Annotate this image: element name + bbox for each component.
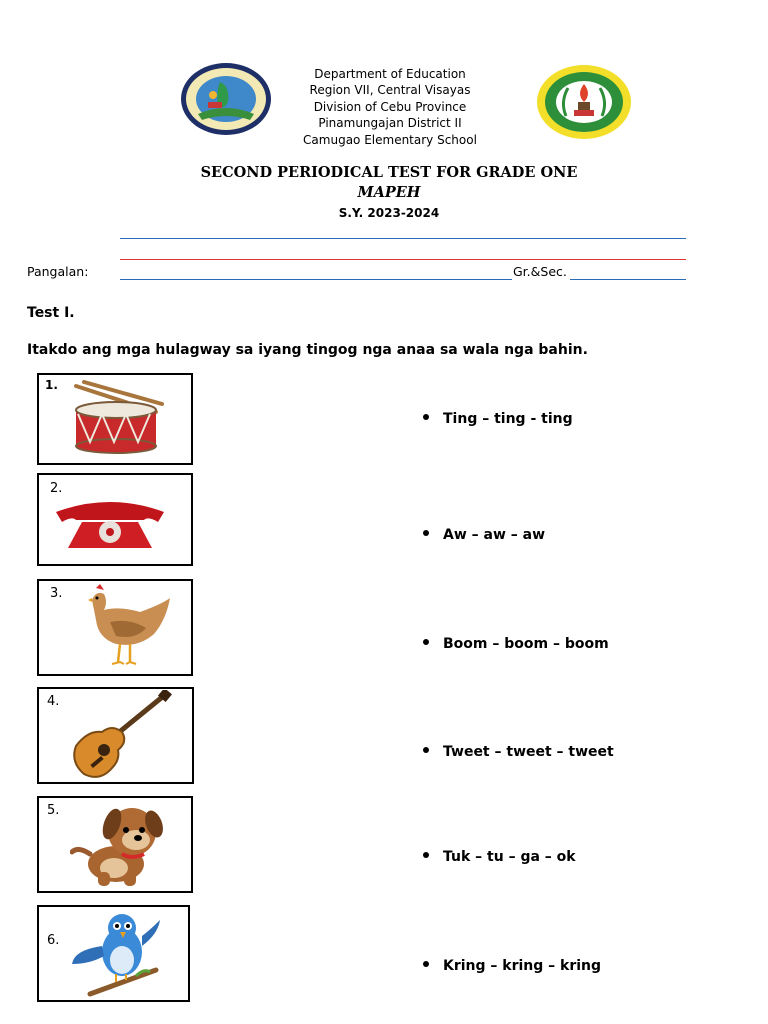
item-number: 3. (50, 586, 63, 601)
sound-choice (423, 636, 609, 652)
bullet-icon (423, 747, 429, 753)
bullet-icon (423, 961, 429, 967)
header-line: Region VII, Central Visayas (309, 83, 471, 98)
sound-choice (423, 849, 576, 865)
test-heading: Test I. (27, 305, 75, 321)
drum-icon (68, 380, 168, 456)
section-fill-line[interactable] (570, 279, 686, 280)
guitar-icon (66, 690, 172, 780)
dog-icon (70, 802, 166, 890)
sound-choice (423, 411, 573, 427)
telephone-icon (52, 494, 168, 552)
fill-line (120, 259, 686, 260)
item-number: 2. (50, 481, 63, 496)
bullet-icon (423, 852, 429, 858)
header-line: Department of Education (314, 67, 466, 81)
choice-text: Aw – aw – aw (443, 527, 546, 543)
school-seal-icon (536, 64, 632, 140)
sound-choice (423, 744, 614, 760)
subject-title: MAPEH (357, 184, 421, 201)
choice-text: Ting – ting - ting (443, 411, 573, 427)
bird-icon (70, 910, 166, 998)
school-year: S.Y. 2023-2024 (338, 206, 440, 220)
sound-choice (423, 527, 545, 543)
item-number: 1. (45, 378, 58, 392)
school-header (290, 66, 490, 148)
item-number: 6. (47, 933, 60, 948)
header-line: Camugao Elementary School (303, 132, 477, 147)
item-number: 5. (47, 803, 60, 818)
item-number: 4. (47, 694, 60, 709)
choice-text: Tweet – tweet – tweet (443, 744, 614, 760)
instruction: Itakdo ang mga hulagway sa iyang tingog nga anaa sa wala nga bahin. (27, 342, 588, 358)
choice-text: Kring – kring – kring (443, 958, 602, 974)
bullet-icon (423, 414, 429, 420)
name-fill-line[interactable] (120, 279, 512, 280)
hen-icon (80, 584, 172, 668)
bullet-icon (423, 530, 429, 536)
header-line: Pinamungajan District II (318, 116, 462, 131)
choice-text: Boom – boom – boom (443, 636, 609, 652)
name-label: Pangalan: (27, 264, 89, 279)
section-label: Gr.&Sec. (513, 264, 567, 279)
test-title: SECOND PERIODICAL TEST FOR GRADE ONE (200, 164, 578, 181)
division-seal-icon (180, 62, 272, 136)
sound-choice (423, 958, 601, 974)
choice-text: Tuk – tu – ga – ok (443, 849, 576, 865)
bullet-icon (423, 639, 429, 645)
header-line: Division of Cebu Province (313, 99, 467, 114)
fill-line (120, 238, 686, 239)
